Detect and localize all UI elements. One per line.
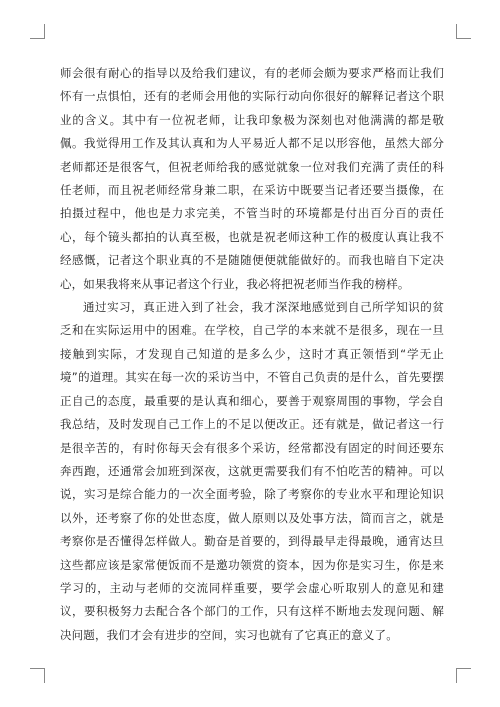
crop-mark-top-right — [456, 24, 471, 39]
document-body — [60, 62, 444, 647]
crop-mark-top-left — [30, 24, 45, 39]
paragraph-2: 通过实习，真正进入到了社会，我才深深地感觉到自己所学知识的贫乏和在实际运用中的困难。在学校，自己学的本来就不是很多，现在一旦接触到实际，才发现自己知道的是多么少，这时才真正领悟到“学无止境”的道理。其实在每一次的采访当中，不管自己负责的是什么，首先要摆正自己的态度，最重要的是认真和细心，要善于观察周围的事物，学会自我总结，及时发现自己工作上的不足以便改正。还有就是，做记者这一行是很辛苦的，有时你每天会有很多个采访，经常都没有固定的时间还要东奔西跑，还通常会加班到深夜，这就更需要我们有不怕吃苦的精神。可以说，实习是综合能力的一次全面考验，除了考察你的专业水平和理论知识以外，还考察了你的处世态度，做人原则以及处事方法，简而言之，就是考察你是否懂得怎样做人。勤奋是首要的，到得最早走得最晚，通宵达旦这些都应该是家常便饭而不是邀功领赏的资本，因为你是实习生，你是来学习的，主动与老师的交流同样重要，要学会虚心听取别人的意见和建议，要积极努力去配合各个部门的工作，只有这样不断地去发现问题、解决问题，我们才会有进步的空间，实习也就有了它真正的意义了。 — [60, 300, 444, 642]
crop-mark-bottom-left — [30, 668, 45, 683]
crop-mark-bottom-right — [456, 668, 471, 683]
paragraph-1: 师会很有耐心的指导以及给我们建议，有的老师会颇为要求严格而让我们怀有一点惧怕，还有的老师会用他的实际行动向你很好的解释记者这个职业的含义。其中有一位祝老师，让我印象极为深刻也对他满满的都是敬佩。我觉得用工作及其认真和为人平易近人都不足以形容他，虽然大部分老师都还是很客气，但祝老师给我的感觉就象一位对我们充满了责任的科任老师，而且祝老师经常身兼二职，在采访中既要当记者还要当摄像，在拍摄过程中，他也是力求完美，不管当时的环境都是付出百分百的责任心，每个镜头都拍的认真至极，也就是祝老师这种工作的极度认真让我不经感慨，记者这个职业真的不是随随便便就能做好的。而我也暗自下定决心，如果我将来从事记者这个行业，我必将把祝老师当作我的榜样。 — [60, 66, 444, 291]
